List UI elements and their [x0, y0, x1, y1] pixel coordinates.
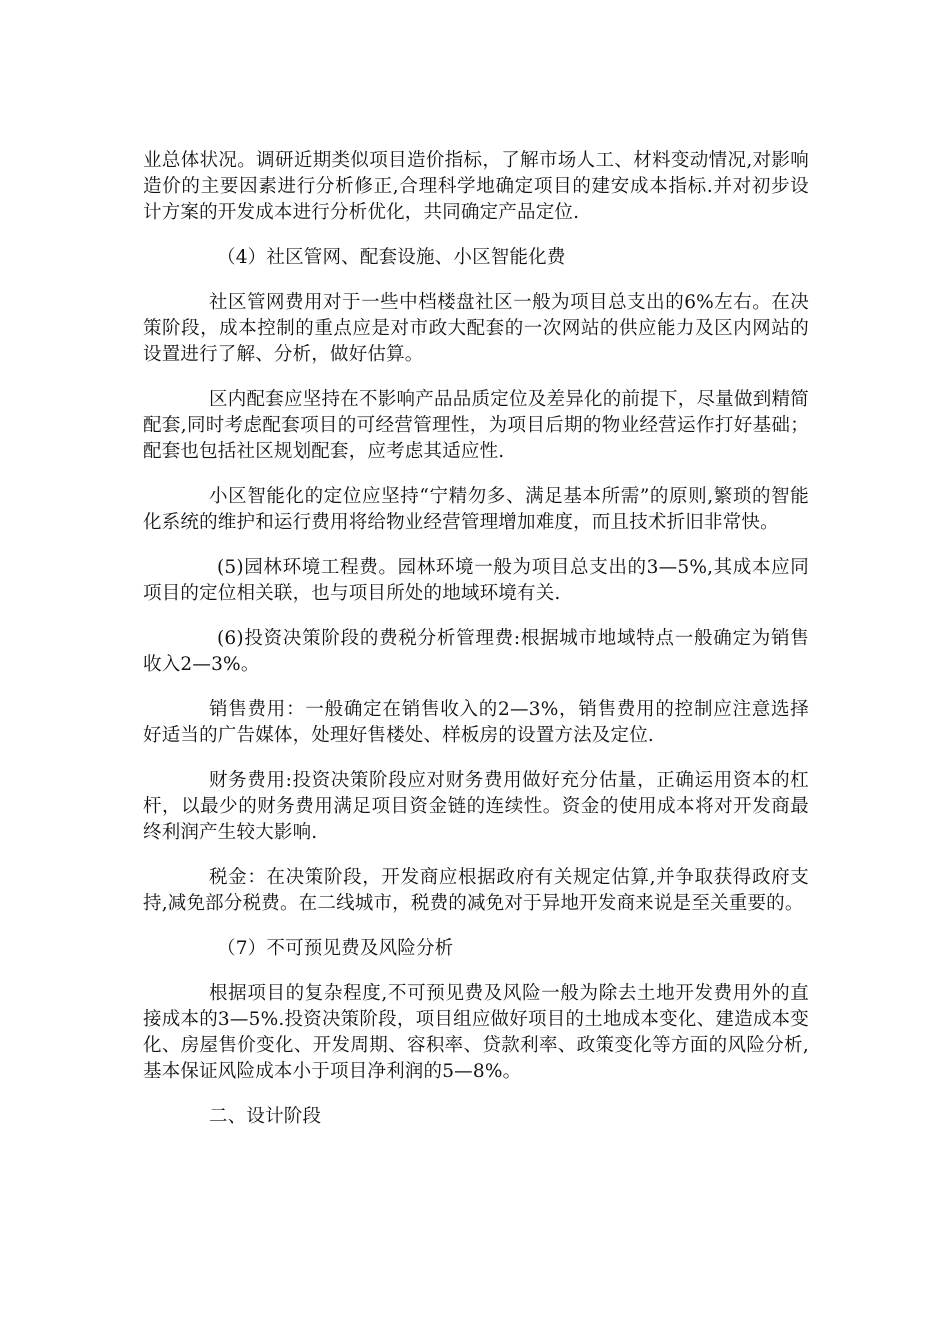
paragraph-smart-community: 小区智能化的定位应坚持“宁精勿多、满足基本所需”的原则,繁琐的智能化系统的维护和运行费用将给物业经营管理增加难度，而且技术折旧非常快。 — [143, 486, 809, 533]
paragraph-internal-facilities: 区内配套应坚持在不影响产品品质定位及差异化的前提下，尽量做到精简配套,同时考虑配套项目的可经营管理性，为项目后期的物业经营运作打好基础；配套也包括社区规划配套，应考虑其适应性. — [143, 389, 809, 462]
heading-4-community-pipeline: （4）社区管网、配套设施、小区智能化费 — [217, 247, 566, 268]
heading-7-contingency: （7）不可预见费及风险分析 — [217, 938, 454, 959]
heading-design-stage: 二、设计阶段 — [209, 1106, 322, 1127]
paragraph-sales-cost: 销售费用：一般确定在销售收入的2—3%，销售费用的控制应注意选择好适当的广告媒体，处理好售楼处、样板房的设置方法及定位. — [143, 699, 809, 746]
paragraph-tax-analysis: (6)投资决策阶段的费税分析管理费:根据城市地域特点一般确定为销售收入2—3%。 — [143, 628, 809, 675]
paragraph-risk-analysis: 根据项目的复杂程度,不可预见费及风险一般为除去土地开发费用外的直接成本的3—5%.投资决策阶段，项目组应做好项目的土地成本变化、建造成本变化、房屋售价变化、开发周期、容积率、贷款利率、政策变化等方面的风险分析,基本保证风险成本小于项目净利润的5—8%。 — [143, 983, 809, 1082]
paragraph-pipeline-cost: 社区管网费用对于一些中档楼盘社区一般为项目总支出的6%左右。在决策阶段，成本控制的重点应是对市政大配套的一次网站的供应能力及区内网站的设置进行了解、分析，做好估算。 — [143, 292, 809, 365]
paragraph-continuation: 业总体状况。调研近期类似项目造价指标，了解市场人工、材料变动情况,对影响造价的主要因素进行分析修正,合理科学地确定项目的建安成本指标.并对初步设计方案的开发成本进行分析优化，共同确定产品定位. — [143, 150, 809, 223]
paragraph-landscape-cost: (5)园林环境工程费。园林环境一般为项目总支出的3—5%,其成本应同项目的定位相关联，也与项目所处的地域环境有关. — [143, 557, 809, 604]
paragraph-taxes: 税金：在决策阶段，开发商应根据政府有关规定估算,并争取获得政府支持,减免部分税费。在二线城市，税费的减免对于异地开发商来说是至关重要的。 — [143, 867, 809, 914]
paragraph-finance-cost: 财务费用:投资决策阶段应对财务费用做好充分估量，正确运用资本的杠杆，以最少的财务费用满足项目资金链的连续性。资金的使用成本将对开发商最终利润产生较大影响. — [143, 770, 809, 843]
document-page — [143, 148, 809, 1149]
